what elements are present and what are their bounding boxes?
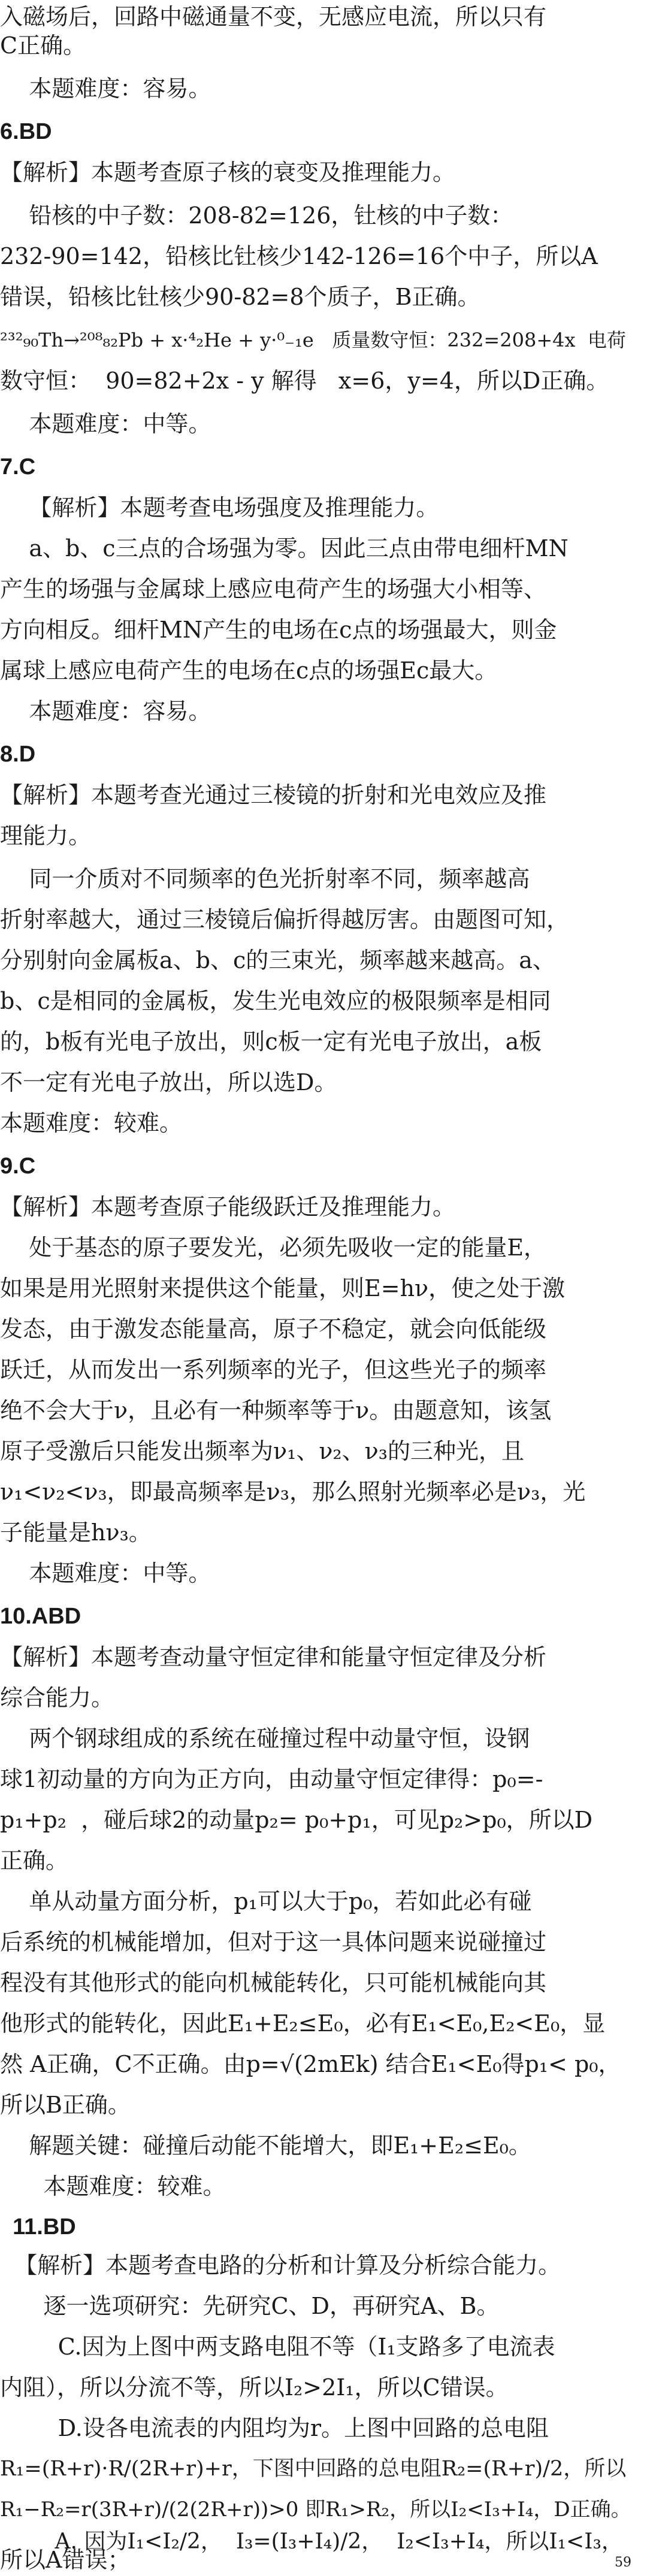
text-line: 所以B正确。 xyxy=(0,2092,131,2118)
text-line: 后系统的机械能增加，但对于这一具体问题来说碰撞过 xyxy=(0,1929,547,1955)
text-line: 【解析】本题考查原子能级跃迁及推理能力。 xyxy=(0,1194,456,1220)
text-line: 分别射向金属板a、b、c的三束光，频率越来越高。a、 xyxy=(0,947,555,973)
text-line: 本题难度：较难。 xyxy=(0,2173,226,2199)
text-line: D.设各电流表的内阻均为r。上图中回路的总电阻 xyxy=(0,2415,549,2441)
text-line: 铅核的中子数：208-82=126，钍核的中子数： xyxy=(0,202,513,229)
text-line: 逐一选项研究：先研究C、D，再研究A、B。 xyxy=(0,2293,500,2319)
text-line: C.因为上图中两支路电阻不等（I₁支路多了电流表 xyxy=(0,2334,555,2360)
text-line: 理能力。 xyxy=(0,823,92,849)
text-line: 本题难度：中等。 xyxy=(0,1560,211,1586)
equation-line: R₁=(R+r)·R/(2R+r)+r，下图中回路的总电阻R₂=(R+r)/2，所以 xyxy=(0,2457,627,2481)
text-line: 他形式的能转化，因此E₁+E₂≤E₀，必有E₁<E₀,E₂<E₀，显 xyxy=(0,2010,606,2037)
text-line: 产生的场强与金属球上感应电荷产生的场强大小相等、 xyxy=(0,576,547,602)
text-line: 发态，由于激发态能量高，原子不稳定，就会向低能级 xyxy=(0,1316,547,1342)
text-line: 球1初动量的方向为正方向，由动量守恒定律得：p₀=- xyxy=(0,1766,543,1792)
text-line: 程没有其他形式的能向机械能转化，只可能机械能向其 xyxy=(0,1970,547,1996)
text-line: 解题关键：碰撞后动能不能增大，即E₁+E₂≤E₀。 xyxy=(0,2132,531,2159)
text-line: 绝不会大于ν，且必有一种频率等于ν。由题意知，该氢 xyxy=(0,1397,552,1424)
answer-heading: 11.BD xyxy=(0,2214,76,2240)
text-line: a、b、c三点的合场强为零。因此三点由带电细杆MN xyxy=(0,535,569,562)
page-number: 59 xyxy=(615,2555,631,2570)
text-line: 原子受激后只能发出频率为ν₁、ν₂、ν₃的三种光，且 xyxy=(0,1438,525,1464)
text-line: 入磁场后，回路中磁通量不变，无感应电流，所以只有 xyxy=(0,4,547,30)
text-line: C正确。 xyxy=(0,32,86,59)
text-line: 折射率越大，通过三棱镜后偏折得越厉害。由题图可知， xyxy=(0,906,570,933)
text-line: ν₁<ν₂<ν₃，即最高频率是ν₃，那么照射光频率必是ν₃，光 xyxy=(0,1479,586,1505)
equation-line: A. 因为I₁<I₂/2， I₃=(I₃+I₄)/2， I₂<I₃+I₄，所以I₁<I₃， xyxy=(0,2529,623,2554)
text-line: 内阻），所以分流不等，所以I₂>2I₁，所以C错误。 xyxy=(0,2374,509,2401)
answer-heading: 7.C xyxy=(0,454,36,480)
text-line: 【解析】本题考查动量守恒定律和能量守恒定律及分析 xyxy=(0,1644,547,1670)
text-line: 两个钢球组成的系统在碰撞过程中动量守恒，设钢 xyxy=(0,1725,530,1752)
text-line: 的，b板有光电子放出，则c板一定有光电子放出，a板 xyxy=(0,1028,542,1055)
text-line: 232-90=142，铅核比钍核少142-126=16个中子，所以A xyxy=(0,243,598,269)
text-line: 如果是用光照射来提供这个能量，则E=hν，使之处于激 xyxy=(0,1275,566,1301)
text-line: 同一介质对不同频率的色光折射率不同，频率越高 xyxy=(0,866,530,892)
text-line: 本题难度：中等。 xyxy=(0,411,211,437)
text-line: 处于基态的原子要发光，必须先吸收一定的能量E， xyxy=(0,1234,547,1261)
text-line: 【解析】本题考查电路的分析和计算及分析综合能力。 xyxy=(0,2252,561,2278)
answer-heading: 9.C xyxy=(0,1154,36,1179)
text-line: 错误，铅核比钍核少90-82=8个质子，B正确。 xyxy=(0,284,480,310)
text-line: 【解析】本题考查电场强度及推理能力。 xyxy=(0,494,439,521)
text-line: 所以A错误； xyxy=(0,2547,131,2573)
text-line: 综合能力。 xyxy=(0,1685,114,1711)
text-line: 本题难度：容易。 xyxy=(0,698,211,724)
text-line: 不一定有光电子放出，所以选D。 xyxy=(0,1069,337,1096)
text-line: 【解析】本题考查光通过三棱镜的折射和光电效应及推 xyxy=(0,782,547,808)
text-line: 本题难度：容易。 xyxy=(0,75,211,102)
answer-heading: 10.ABD xyxy=(0,1604,81,1629)
text-line: 【解析】本题考查原子核的衰变及推理能力。 xyxy=(0,159,456,186)
text-line: 数守恒： 90=82+2x - y 解得 x=6，y=4，所以D正确。 xyxy=(0,368,609,394)
text-line: 子能量是hν₃。 xyxy=(0,1519,152,1546)
answer-heading: 8.D xyxy=(0,742,36,767)
text-line: 本题难度：较难。 xyxy=(0,1110,183,1136)
text-line: p₁+p₂ ，碰后球2的动量p₂= p₀+p₁，可见p₂>p₀，所以D xyxy=(0,1807,593,1833)
text-line: 然 A正确，C不正确。由p=√(2mEk) 结合E₁<E₀得p₁< p₀， xyxy=(0,2051,621,2077)
text-line: 正确。 xyxy=(0,1847,69,1874)
text-line: 单从动量方面分析，p₁可以大于p₀，若如此必有碰 xyxy=(0,1888,532,1914)
equation-line: ²³²₉₀Th→²⁰⁸₈₂Pb + x·⁴₂He + y·⁰₋₁e 质量数守恒：232=208+4x 电荷 xyxy=(0,329,626,351)
text-line: 属球上感应电荷产生的电场在c点的场强Ec最大。 xyxy=(0,657,498,684)
text-line: 跃迁，从而发出一系列频率的光子，但这些光子的频率 xyxy=(0,1357,547,1383)
answer-heading: 6.BD xyxy=(0,119,52,144)
text-line: 方向相反。细杆MN产生的电场在c点的场强最大，则金 xyxy=(0,617,557,643)
text-line: b、c是相同的金属板，发生光电效应的极限频率是相同 xyxy=(0,988,551,1014)
equation-line: R₁−R₂=r(3R+r)/(2(2R+r))>0 即R₁>R₂，所以I₂<I₃+I₄，D正确。 xyxy=(0,2498,631,2522)
